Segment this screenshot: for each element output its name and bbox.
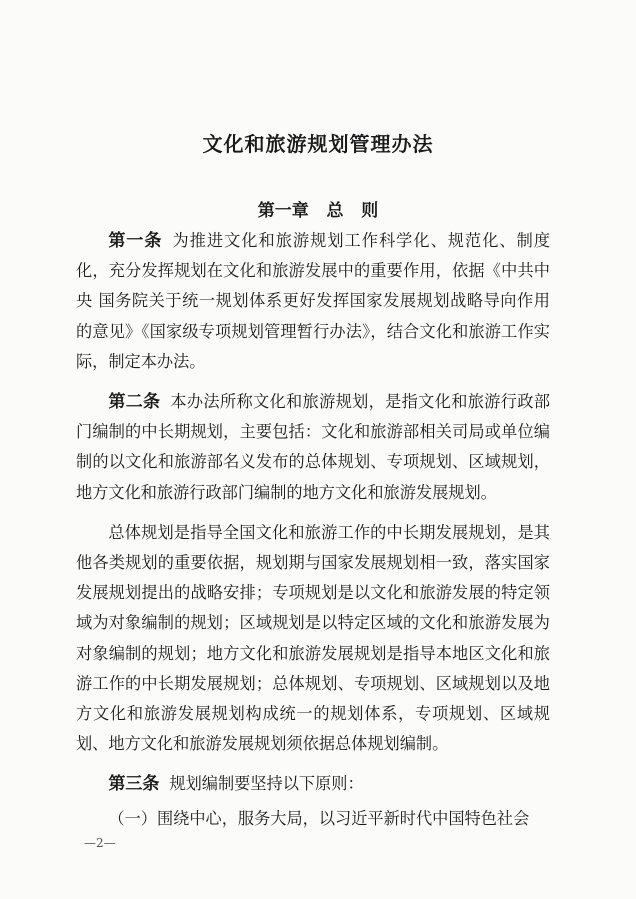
paragraph-text: 规划编制要坚持以下原则： <box>169 774 364 794</box>
paragraph-text: 本办法所称文化和旅游规划，是指文化和旅游行政部门编制的中长期规划，主要包括：文化和旅游部相关司局或单位编制的以文化和旅游部名义发布的总体规划、专项规划、区域规划，地方文化和旅游行政部门编制的地方文化和旅游发展规划。 <box>76 392 551 502</box>
article-label: 第二条 <box>108 392 161 413</box>
chapter-title: 第一章 总 则 <box>257 201 379 221</box>
paragraph-text: （一）围绕中心，服务大局，以习近平新时代中国特色社会 <box>108 808 530 828</box>
paragraph-article-1 <box>76 226 550 377</box>
paragraph-article-3-item-1 <box>76 804 550 834</box>
paragraph-article-2-detail <box>76 518 550 760</box>
paragraph-text: 总体规划是指导全国文化和旅游工作的中长期发展规划，是其他各类规划的重要依据，规划期与国家发展规划相一致，落实国家发展规划提出的战略安排；专项规划是以文化和旅游发展的特定领域为对象编制的规划；区域规划是以特定区域的文化和旅游发展为对象编制的规划；地方文化和旅游发展规划是指导本地区文化和旅游工作的中长期发展规划；总体规划、专项规划、区域规划以及地方文化和旅游发展规划构成统一的规划体系，专项规划、区域规划、地方文化和旅游发展规划须依据总体规划编制。 <box>76 522 550 754</box>
paragraph-article-3 <box>76 769 550 799</box>
document-body <box>76 226 550 844</box>
article-label: 第一条 <box>108 231 163 251</box>
document-title: 文化和旅游规划管理办法 <box>202 132 434 156</box>
article-label: 第三条 <box>108 774 160 795</box>
paragraph-text: 为推进文化和旅游规划工作科学化、规范化、制度化，充分发挥规划在文化和旅游发展中的重要作用，依据《中共中央 国务院关于统一规划体系更好发挥国家发展规划战略导向作用的意见》《国家级专项规划管理暂行办法》，结合文化和旅游工作实际，制定本办法。 <box>76 231 551 371</box>
paragraph-article-2 <box>76 387 550 508</box>
page-number: —2— <box>84 836 116 850</box>
